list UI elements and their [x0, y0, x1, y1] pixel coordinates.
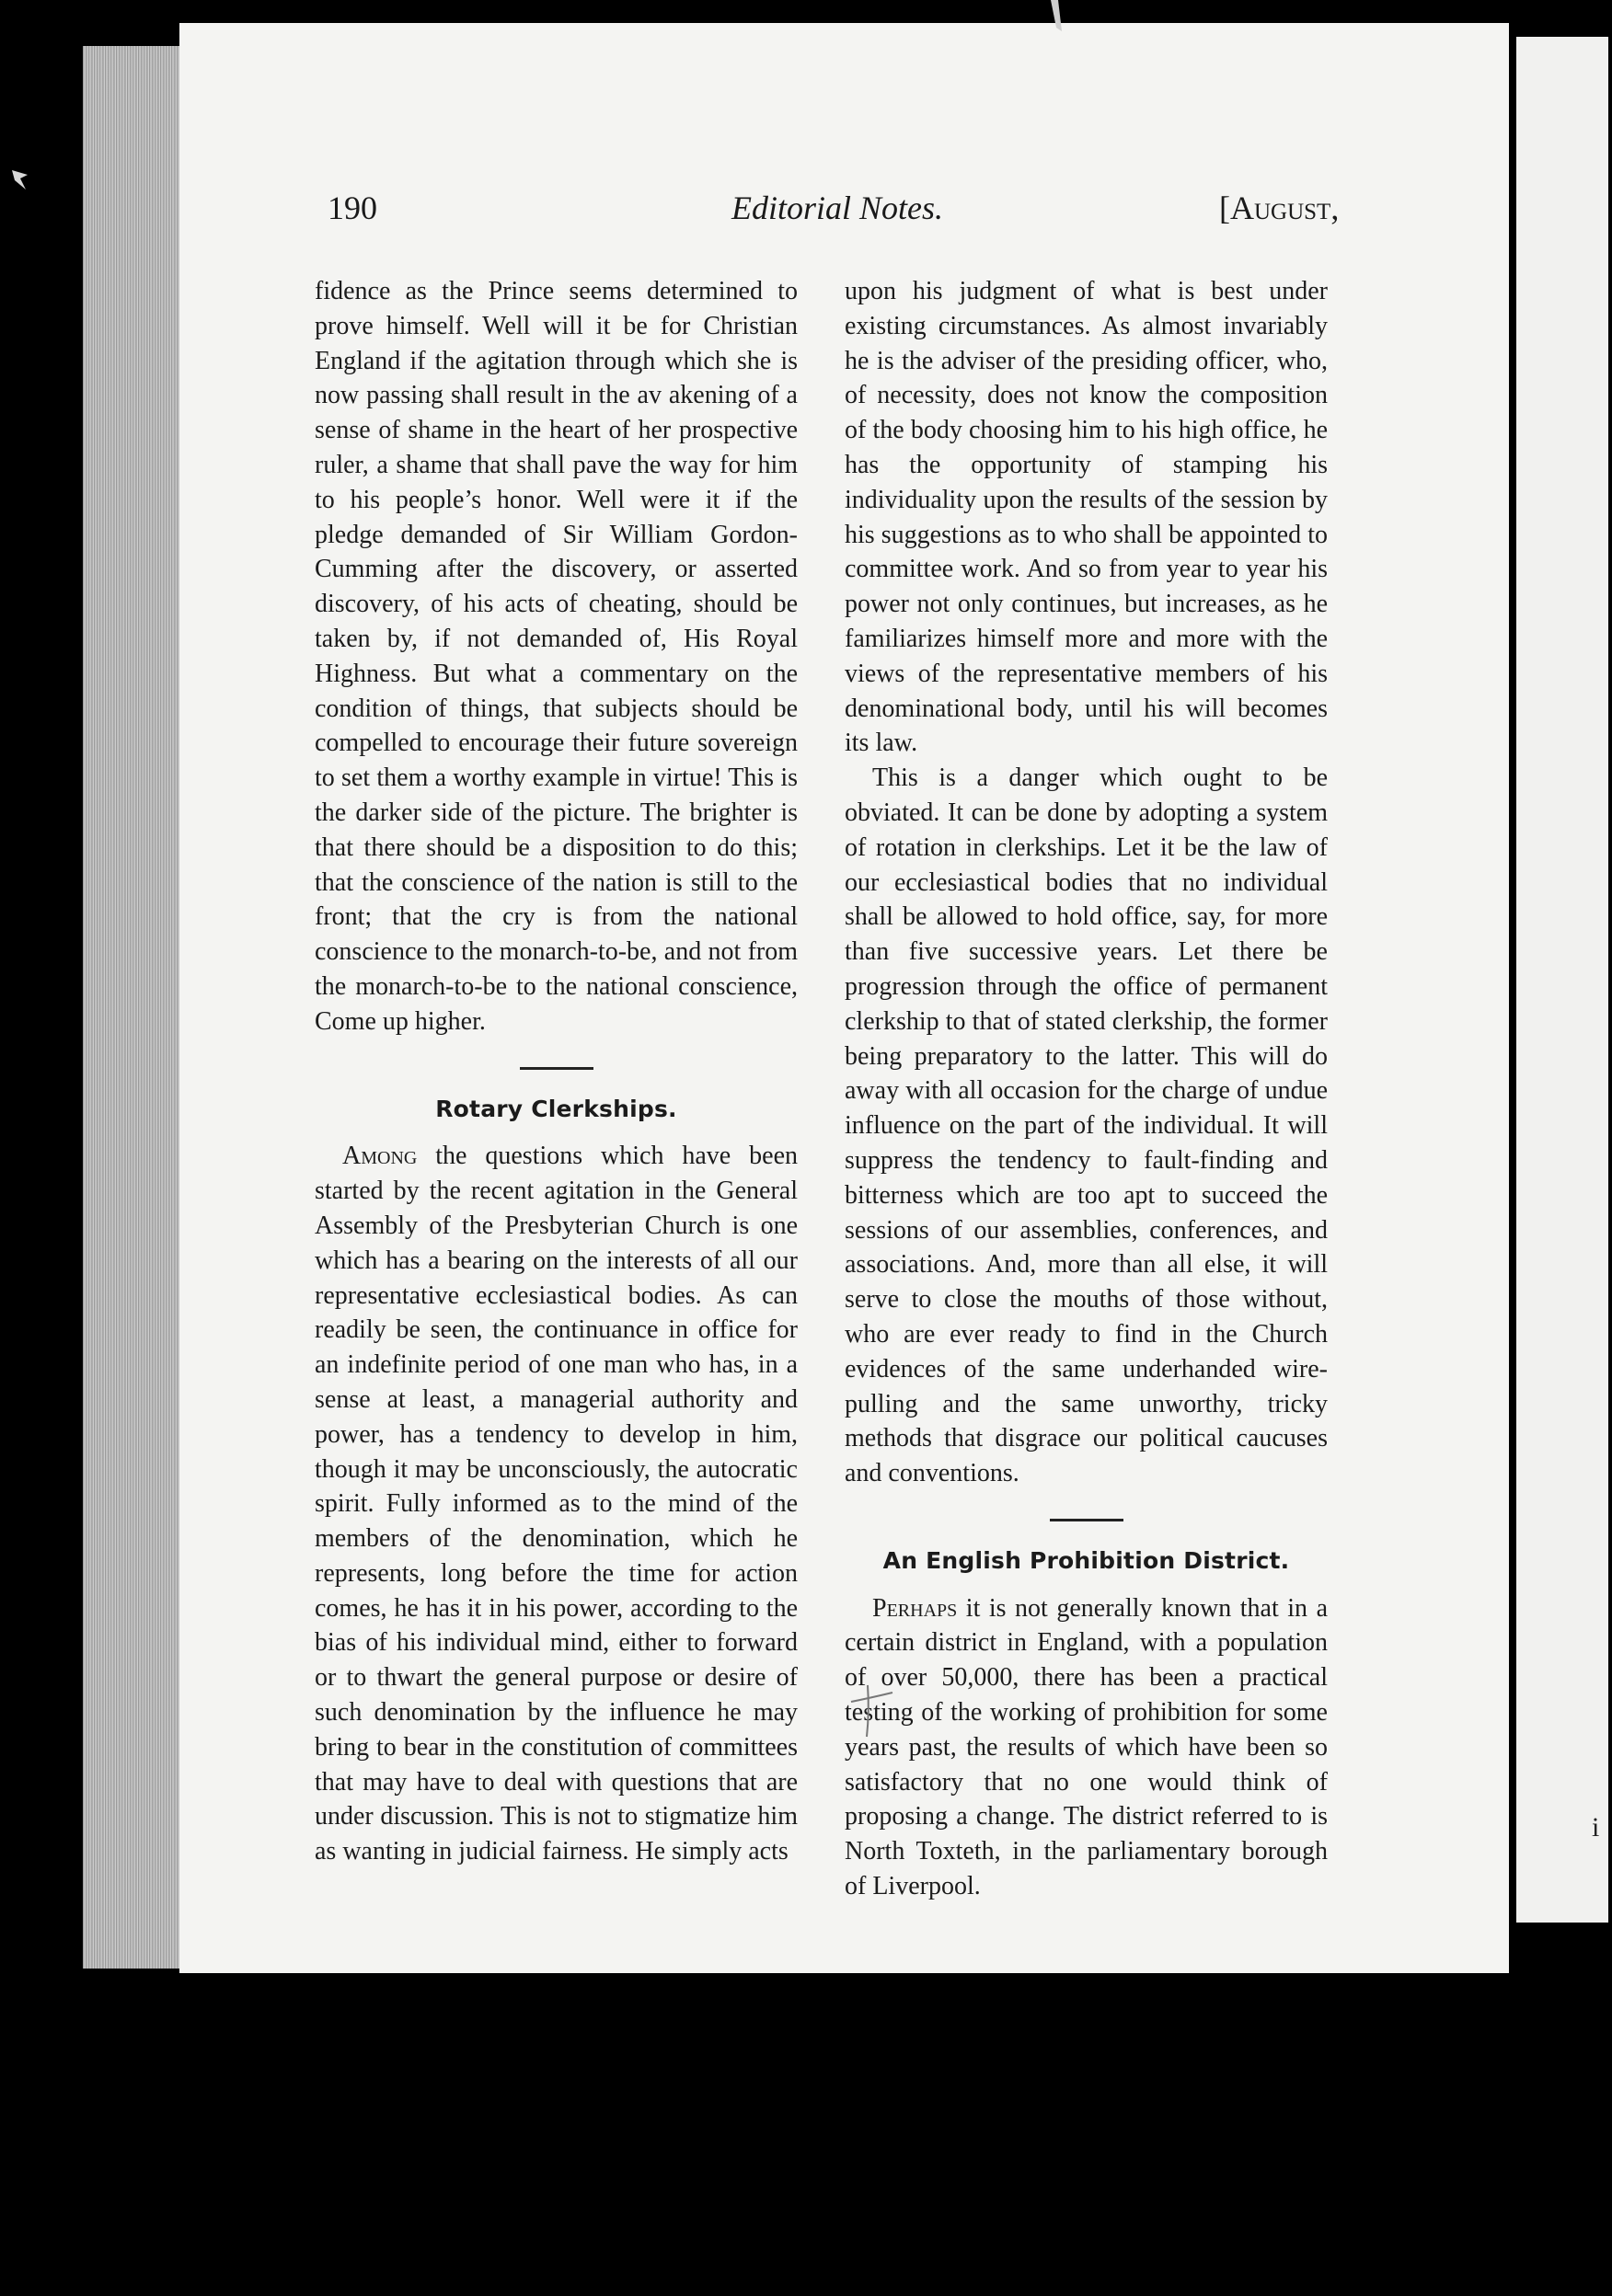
running-month: [August, [1219, 189, 1340, 226]
book-page-edges [83, 46, 193, 1969]
section-heading: Rotary Clerkships. [435, 1095, 677, 1122]
adjacent-page-text: i [1592, 1812, 1600, 1843]
paragraph-text: the questions which have been started by the recent agitation in the General Assembly of the Presbyterian Church is one which has a bearing on the interests of all our representative ecclesiastical bodies. As can readily be seen, the continuance in office for an indefinite period of one man who has, in a sense at least, a managerial authority and power, has a tendency to develop in him, though it may be unconsciously, the autocratic spirit. Fully informed as to the mind of the members of the denomination, which he represents, long before the time for action comes, he has it in his power, according to the bias of his individual mind, either to forward or to thwart the general purpose or desire of such denomination by the influence he may bring to bear in the constitution of committees that may have to deal with questions that are under discussion. This is not to stigmatize him as wanting in judicial fairness. He simply acts [315, 1142, 798, 1866]
paragraph-text: it is not generally known that in a certain district in England, with a population of over 50,000, there has been a practical testing of the working of prohibition for some years past, the results of which have been so satisfactory that no one would think of proposing a change. The district referred to is North Toxteth, in the parliamentary borough of Liverpool. [845, 1593, 1328, 1901]
paragraph: This is a danger which ought to be obviated. It can be done by adopting a system of rotation in clerkships. Let it be the law of our ecclesiastical bodies that no individual shall be allowed to hold office, say, for more than five successive years. Let there be progression through the office of permanent clerkship to that of stated clerkship, the former being preparatory to the latter. This will do away with all occasion for the charge of undue influence on the part of the individual. It will suppress the tendency to fault-finding and bitterness which are too apt to succeed the sessions of our assemblies, conferences, and associations. And, more than all else, it will serve to close the mouths of those without, who are ever ready to find in the Church evidences of the same underhanded wire-pulling and the same unworthy, tricky methods that disgrace our political caucuses and conventions. [845, 763, 1328, 1488]
scan-speck [1047, 0, 1065, 33]
page-number: 190 [328, 189, 377, 226]
running-title: Editorial Notes. [731, 189, 944, 226]
section-divider [1050, 1519, 1123, 1521]
section-divider [520, 1067, 593, 1070]
paragraph: fidence as the Prince seems determined to prove himself. Well will it be for Christian England if the agitation through which she is now passing shall result in the av akening of a sense of shame in the heart of her prospective ruler, a shame that shall pave the way for him to his people’s honor. Well were it if the pledge demanded of Sir William Gordon-Cumming after the discovery, or asserted discovery, of his acts of cheating, should be taken by, if not demanded of, His Royal Highness. But what a commentary on the condition of things, that subjects should be compelled to encourage their future sovereign to set them a worthy example in virtue! This is the darker side of the picture. The brighter is that there should be a disposition to do this; that the conscience of the nation is still to the front; that the cry is from the national conscience to the monarch-to-be, and not from the monarch-to-be to the national conscience, Come up higher. [315, 277, 798, 1036]
paragraph-lead: Perhaps [872, 1593, 958, 1623]
right-column [845, 274, 1328, 1904]
pencil-cross-mark [842, 1683, 897, 1739]
scan-speck [7, 166, 35, 193]
adjacent-page [1516, 37, 1608, 1923]
paragraph [845, 1591, 1328, 1904]
section-heading: An English Prohibition District. [882, 1546, 1290, 1574]
left-column [315, 274, 798, 1869]
paragraph: upon his judgment of what is best under existing circumstances. As almost invariably he is the adviser of the presiding officer, who, of necessity, does not know the composition of the body choosing him to his high office, he has the opportunity of stamping his individuality upon the results of the session by his suggestions as to who shall be appointed to committee work. And so from year to year his power not only continues, but increases, as he familiarizes himself more and more with the views of the representative members of his denominational body, until his will becomes its law. [845, 277, 1328, 758]
paragraph-lead: Among [342, 1142, 418, 1171]
paragraph [315, 1139, 798, 1869]
